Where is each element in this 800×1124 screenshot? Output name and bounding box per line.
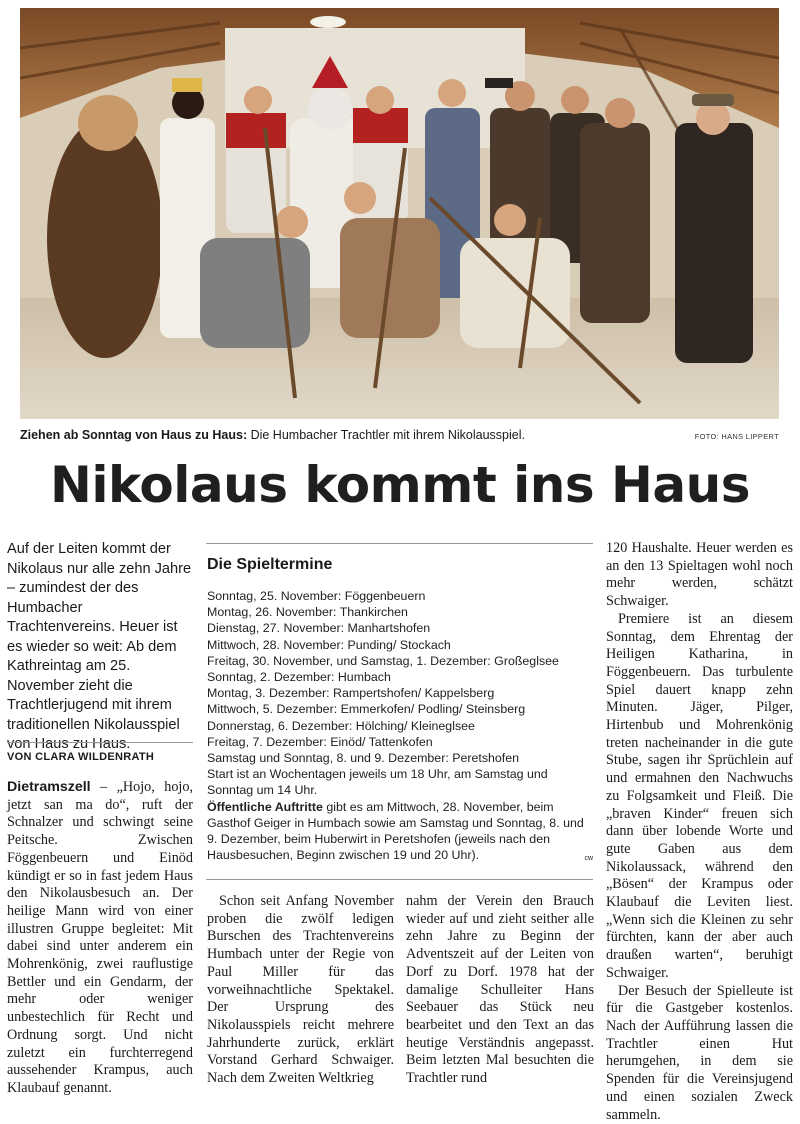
schedule-line: Mittwoch, 28. November: Punding/ Stockach bbox=[207, 637, 451, 652]
headline: Nikolaus kommt ins Haus bbox=[50, 456, 750, 514]
schedule-signature: cw bbox=[584, 855, 593, 863]
byline-rule bbox=[7, 742, 193, 743]
column-4-paragraph: Premiere ist an diesem Sonntag, dem Ehrentag der Heiligen Katharina, in Föggenbeuern. Das turbulente Spiel dauert knapp zehn Minuten. Jäger, Pilger, Hirtenbub und Mohrenkönig treten nacheinander in die gute Stube, sagen ihr Sprüchlein auf und ermahnen den Nachwuchs zu Folgsamkeit und Fleiß. Die „braven Kinder“ freuen sich dann über lobende Worte und gute Gaben aus dem Nikolaussack, während den „Bösen“ der Krampus oder Klaubauf die Leviten liest. „Wenn sich die Kleinen zu sehr fürchten, kann der aber auch draußen warten“, beruhigt Schwaiger. bbox=[606, 610, 793, 981]
column-2-text: Schon seit Anfang November proben die zwölf ledigen Burschen des Trachtenvereins Humbach unter der Regie von Paul Miller für das vorweihnachtliche Spektakel. Der Ursprung des Nikolausspiels reicht mehrere Jahrhunderte zurück, erklärt Vorstand Gerhard Schwaiger. Nach dem Zweiten Weltkrieg bbox=[207, 893, 394, 1087]
schedule-line: Mittwoch, 5. Dezember: Emmerkofen/ Podling/ Steinsberg bbox=[207, 702, 526, 717]
intro-text: Auf der Leiten kommt der Nikolaus nur alle zehn Jahre – zumindest der des Humbacher Trachtenvereins. Heuer ist es wieder so weit: Ab dem Kathreintag am 25. November zieht die Trachtlerjugend mit ihrem traditionellen Nikolausspiel von Haus zu Haus. bbox=[7, 541, 192, 752]
article-column-2 bbox=[207, 893, 394, 1088]
schedule-line: Montag, 26. November: Thankirchen bbox=[207, 605, 408, 620]
column-3-text: nahm der Verein den Brauch wieder auf und zieht seither alle zehn Jahre zu Beginn der Adventszeit auf der Leiten von Dorf zu Dorf. 1978 hat der damalige Schulleiter Hans Seebauer das Stück neu bearbeitet und den Text an das heutige Verständnis angepasst. Beim letzten Mal besuchten die Trachtler rund bbox=[406, 893, 594, 1087]
group-photo bbox=[20, 8, 779, 419]
dateline: Dietramszell bbox=[7, 779, 91, 795]
schedule-line: Dienstag, 27. November: Manhartshofen bbox=[207, 621, 431, 636]
column-1-text: – „Hojo, hojo, jetzt san ma do“, ruft der Schnalzer und schwingt seine Peitsche. Zwischen Föggenbeuern und Einöd kündigt er so in fast jedem Haus den Nikolausbesuch an. Der heilige Mann wird von einer illustren Gruppe begleitet: Mit dabei sind unter anderem ein Mohrenkönig, zwei rauflustige Bettler und ein Gendarm, der mehr oder weniger unbestechlich für Recht und Ordnung sorgt. Und nicht zuletzt ein furchterregend aussehender Krampus, auch Klaubauf genannt. bbox=[7, 779, 193, 1096]
article-column-4 bbox=[606, 540, 793, 1124]
schedule-line: Samstag und Sonntag, 8. und 9. Dezember: Peretshofen bbox=[207, 751, 520, 766]
public-appearances-text: gibt es am Mittwoch, 28. November, beim Gasthof Geiger in Humbach sowie am Samstag und Sonntag, 8. und 9. Dezember, beim Huberwirt in Peretshofen (jeweils nach den Hausbesuchen, Beginn zwischen 19 und 20 Uhr). bbox=[207, 799, 584, 863]
article-column-3 bbox=[406, 893, 594, 1088]
photo-caption bbox=[20, 427, 720, 443]
column-4-paragraph: Der Besuch der Spielleute ist für die Gastgeber kostenlos. Nach der Aufführung lassen die Trachtler einen Hut herumgehen, in dem sie Spenden für die Vereinsjugend und einen sozialen Zweck sammeln. bbox=[606, 982, 793, 1123]
byline: VON CLARA WILDENRATH bbox=[7, 751, 155, 763]
schedule-start-time: Start ist an Wochentagen jeweils um 18 Uhr, am Samstag und Sonntag um 14 Uhr. bbox=[207, 767, 548, 798]
schedule-box bbox=[207, 588, 593, 867]
schedule-top-rule bbox=[206, 543, 593, 544]
photo-illustration bbox=[20, 8, 779, 419]
schedule-line: Montag, 3. Dezember: Rampertshofen/ Kappelsberg bbox=[207, 686, 495, 701]
caption-text: Die Humbacher Trachtler mit ihrem Nikolausspiel. bbox=[247, 428, 525, 442]
schedule-line: Freitag, 30. November, und Samstag, 1. Dezember: Großeglsee bbox=[207, 653, 559, 668]
schedule-line: Donnerstag, 6. Dezember: Hölching/ Kleineglsee bbox=[207, 718, 475, 733]
schedule-line: Sonntag, 2. Dezember: Humbach bbox=[207, 670, 391, 685]
caption-lead: Ziehen ab Sonntag von Haus zu Haus: bbox=[20, 428, 248, 442]
column-4-paragraph: 120 Haushalte. Heuer werden es an den 13 Spieltagen wohl noch mehr werden, schätzt Schwaiger. bbox=[606, 540, 793, 610]
article-column-1 bbox=[7, 779, 193, 1098]
schedule-line: Sonntag, 25. November: Föggenbeuern bbox=[207, 589, 426, 603]
photo-credit: FOTO: HANS LIPPERT bbox=[694, 432, 779, 441]
schedule-bottom-rule bbox=[206, 879, 593, 880]
schedule-public-appearances bbox=[207, 799, 593, 864]
public-appearances-label: Öffentliche Auftritte bbox=[207, 799, 323, 814]
schedule-title: Die Spieltermine bbox=[207, 556, 333, 573]
schedule-line: Freitag, 7. Dezember: Einöd/ Tattenkofen bbox=[207, 734, 433, 749]
